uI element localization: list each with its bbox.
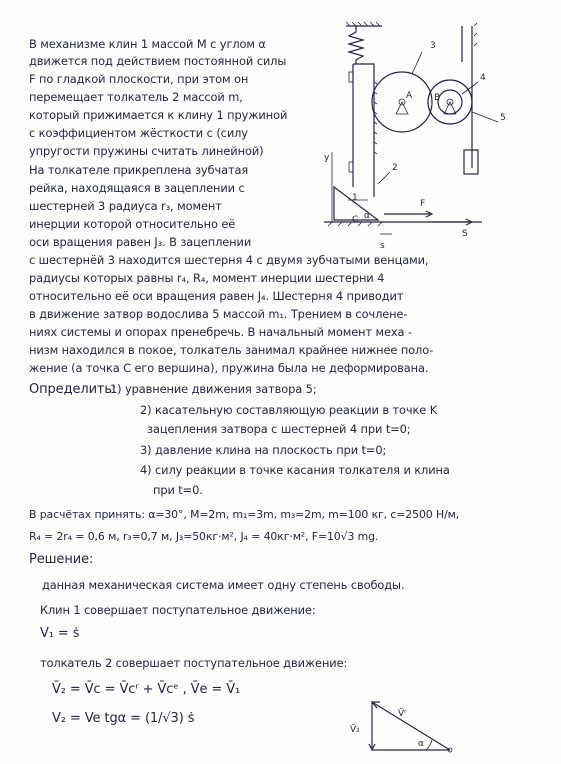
determine-item: 1) уравнение движения затвора 5;	[110, 382, 317, 396]
intro-line: перемещает толкатель 2 массой m,	[29, 90, 243, 104]
wide-line: ниях системы и опорах пренебречь. В начальный момент меха -	[29, 325, 412, 339]
label-y: y	[324, 153, 330, 163]
solution-line: V₂ = Ve tgα = (1/√3) ṡ	[52, 711, 195, 726]
label-s-small: s	[380, 241, 385, 251]
given-line: R₄ = 2r₄ = 0,6 м, r₃=0,7 м, J₃=50кг·м², J₄ = 40кг·м², F=10√3 mg.	[29, 530, 379, 543]
intro-line: F по гладкой плоскости, при этом он	[29, 72, 249, 86]
triangle-label-vr: V̄ʳ	[398, 709, 407, 719]
label-part-4: 4	[480, 73, 486, 83]
label-b: B	[434, 93, 441, 103]
label-part-3: 3	[430, 41, 436, 51]
intro-line: оси вращения равен J₃. В зацеплении	[29, 235, 252, 249]
determine-item: 3) давление клина на плоскость при t=0;	[140, 443, 387, 457]
solution-heading: Решение:	[29, 552, 94, 567]
label-a: A	[406, 91, 413, 101]
intro-line: инерции которой относительно её	[29, 217, 236, 231]
intro-line: с коэффициентом жёсткости c (силу	[29, 126, 248, 140]
triangle-label-v2: V̄₂	[350, 725, 360, 735]
label-s-axis: S	[462, 229, 468, 239]
label-part-5: 5	[500, 113, 506, 123]
intro-line: движется под действием постоянной силы	[29, 54, 287, 68]
wide-line: радиусы которых равны r₄, R₄, момент инерции шестерни 4	[29, 271, 385, 285]
wide-line: жение (а точка C его вершина), пружина была не деформирована.	[29, 361, 429, 375]
label-c: C	[352, 215, 359, 225]
velocity-triangle	[346, 694, 456, 760]
label-part-1: 1	[352, 193, 358, 203]
determine-item: 4) силу реакции в точке касания толкателя и клина	[140, 463, 450, 477]
determine-item: 2) касательную составляющую реакции в точке K	[140, 403, 438, 417]
wide-line: относительно её оси вращения равен J₄. Шестерня 4 приводит	[29, 289, 404, 303]
wide-line: с шестернёй 3 находится шестерня 4 с двумя зубчатыми венцами,	[29, 253, 429, 267]
intro-line: рейка, находящаяся в зацеплении с	[29, 181, 245, 195]
determine-heading: Определить:	[29, 382, 117, 397]
wide-line: в движение затвор водослива 5 массой m₁. Трением в сочлене-	[29, 307, 408, 321]
solution-line: толкатель 2 совершает поступательное движение:	[40, 656, 348, 670]
label-alpha: α	[364, 211, 370, 221]
solution-line: V̄₂ = V̄c = V̄cʳ + V̄cᵉ , V̄e = V̄₁	[52, 682, 241, 697]
solution-line: Клин 1 совершает поступательное движение:	[40, 603, 316, 617]
intro-line: шестерней 3 радиуса r₃, момент	[29, 199, 222, 213]
intro-line: В механизме клин 1 массой M с углом α	[29, 37, 266, 51]
intro-line: упругости пружины считать линейной)	[29, 144, 264, 158]
intro-line: который прижимается к клину 1 пружиной	[29, 108, 288, 122]
label-f: F	[420, 199, 426, 209]
mechanism-figure	[322, 22, 554, 254]
intro-line: На толкателе прикреплена зубчатая	[29, 163, 249, 177]
solution-line: V₁ = ṡ	[40, 626, 80, 641]
label-part-2: 2	[392, 163, 398, 173]
triangle-label-alpha: α	[418, 739, 424, 749]
determine-item: при t=0.	[153, 483, 203, 497]
determine-item: зацепления затвора с шестерней 4 при t=0;	[147, 422, 411, 436]
solution-line: данная механическая система имеет одну степень свободы.	[42, 578, 405, 592]
given-line: В расчётах принять: α=30°, M=2m, m₁=3m, m₃=2m, m=100 кг, c=2500 Н/м,	[29, 508, 460, 521]
wide-line: низм находился в покое, толкатель занимал крайнее нижнее поло-	[29, 343, 434, 357]
